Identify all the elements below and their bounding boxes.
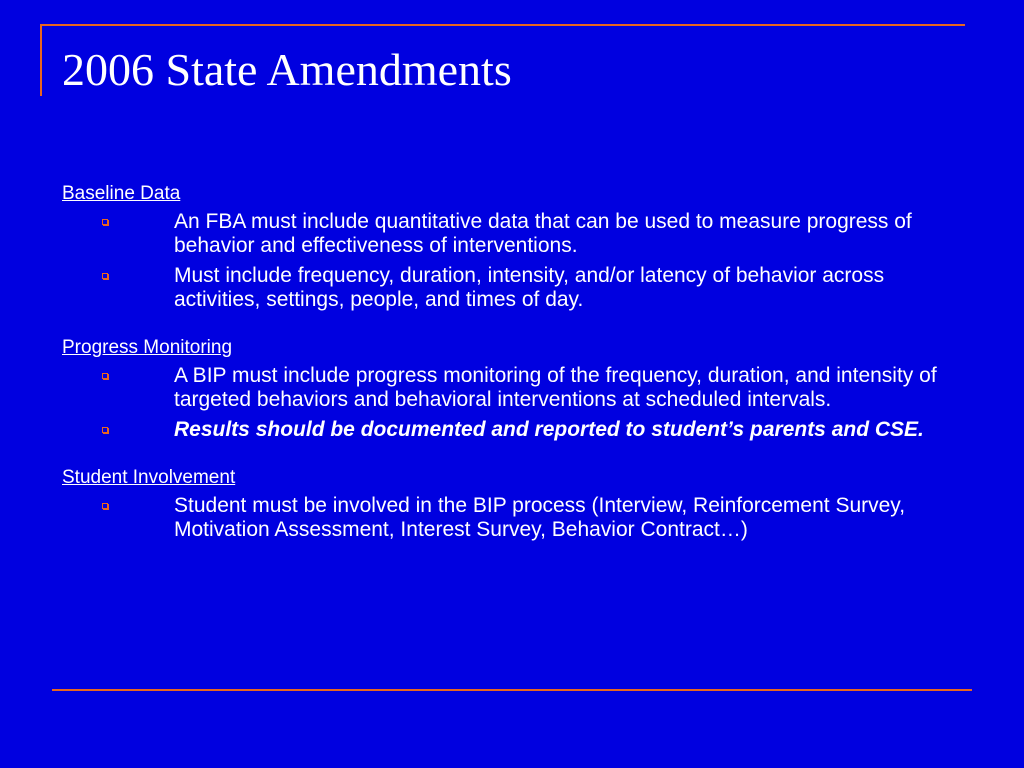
section-progress-monitoring [62, 336, 972, 442]
section-heading: Baseline Data [62, 183, 181, 204]
slide-title: 2006 State Amendments [62, 44, 512, 95]
bullet-list [62, 494, 972, 542]
square-bullet-icon [102, 373, 108, 379]
list-item-text: Student must be involved in the BIP process (Interview, Reinforcement Survey, Motivation Assessment, Interest Survey, Behavior Contract…) [174, 494, 906, 541]
top-rule [40, 24, 965, 26]
square-bullet-icon [102, 219, 108, 225]
section-student-involvement [62, 466, 972, 542]
list-item [62, 264, 972, 312]
square-bullet-icon [102, 503, 108, 509]
list-item [62, 364, 972, 412]
list-item-text: A BIP must include progress monitoring of the frequency, duration, and intensity of targeted behaviors and behavioral interventions at scheduled intervals. [174, 364, 937, 411]
list-item-text: Must include frequency, duration, intensity, and/or latency of behavior across activities, settings, people, and times of day. [174, 264, 885, 311]
bullet-list [62, 210, 972, 312]
left-rule [40, 24, 42, 96]
slide-content [62, 182, 972, 566]
list-item [62, 494, 972, 542]
section-heading: Student Involvement [62, 467, 236, 488]
bottom-rule [52, 689, 972, 691]
square-bullet-icon [102, 427, 108, 433]
section-heading: Progress Monitoring [62, 337, 233, 358]
section-baseline-data [62, 182, 972, 312]
square-bullet-icon [102, 273, 108, 279]
list-item-text-emphasized: Results should be documented and reported to student’s parents and CSE. [174, 418, 924, 441]
bullet-list [62, 364, 972, 442]
list-item [62, 418, 972, 442]
list-item [62, 210, 972, 258]
list-item-text: An FBA must include quantitative data that can be used to measure progress of behavior and effectiveness of interventions. [174, 210, 912, 257]
